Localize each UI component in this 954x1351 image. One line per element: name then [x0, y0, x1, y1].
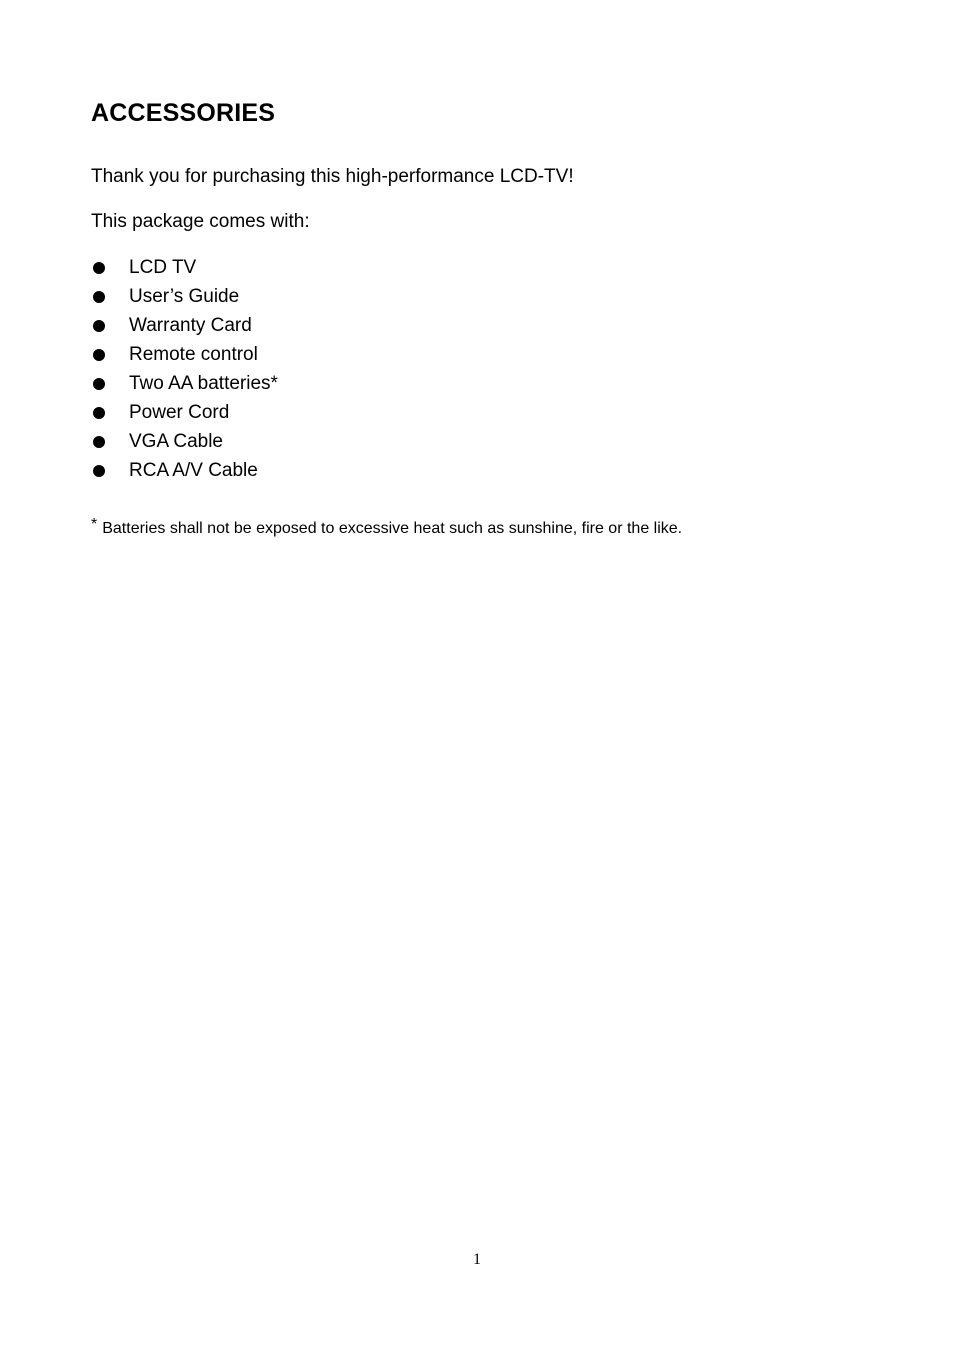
list-item-label: VGA Cable — [129, 430, 223, 452]
footnote-marker: * — [91, 516, 98, 533]
bullet-icon — [93, 349, 105, 361]
bullet-icon — [93, 436, 105, 448]
bullet-icon — [93, 320, 105, 332]
page-title: ACCESSORIES — [91, 99, 276, 127]
list-item — [91, 283, 278, 312]
bullet-icon — [93, 465, 105, 477]
list-item-label: Remote control — [129, 344, 258, 366]
list-item — [91, 427, 278, 456]
list-item — [91, 456, 278, 485]
list-item-label: LCD TV — [129, 257, 197, 279]
package-contents-intro: This package comes with: — [91, 211, 310, 232]
list-item-label: Power Cord — [129, 401, 230, 423]
battery-footnote — [91, 514, 682, 540]
footnote-text: Batteries shall not be exposed to excessive heat such as sunshine, fire or the like. — [102, 520, 683, 537]
list-item-label: Two AA batteries* — [129, 373, 278, 394]
list-item — [91, 370, 278, 399]
list-item — [91, 398, 278, 427]
accessories-list — [91, 254, 278, 485]
bullet-icon — [93, 262, 105, 274]
list-item — [91, 341, 278, 370]
page-number: 1 — [473, 1251, 481, 1268]
list-item-label: RCA A/V Cable — [129, 459, 258, 481]
bullet-icon — [93, 407, 105, 419]
list-item-label: User’s Guide — [129, 286, 240, 308]
bullet-icon — [93, 378, 105, 390]
list-item — [91, 312, 278, 341]
list-item-label: Warranty Card — [129, 315, 252, 337]
thank-you-paragraph: Thank you for purchasing this high-performance LCD-TV! — [91, 166, 574, 187]
bullet-icon — [93, 291, 105, 303]
list-item — [91, 254, 278, 283]
